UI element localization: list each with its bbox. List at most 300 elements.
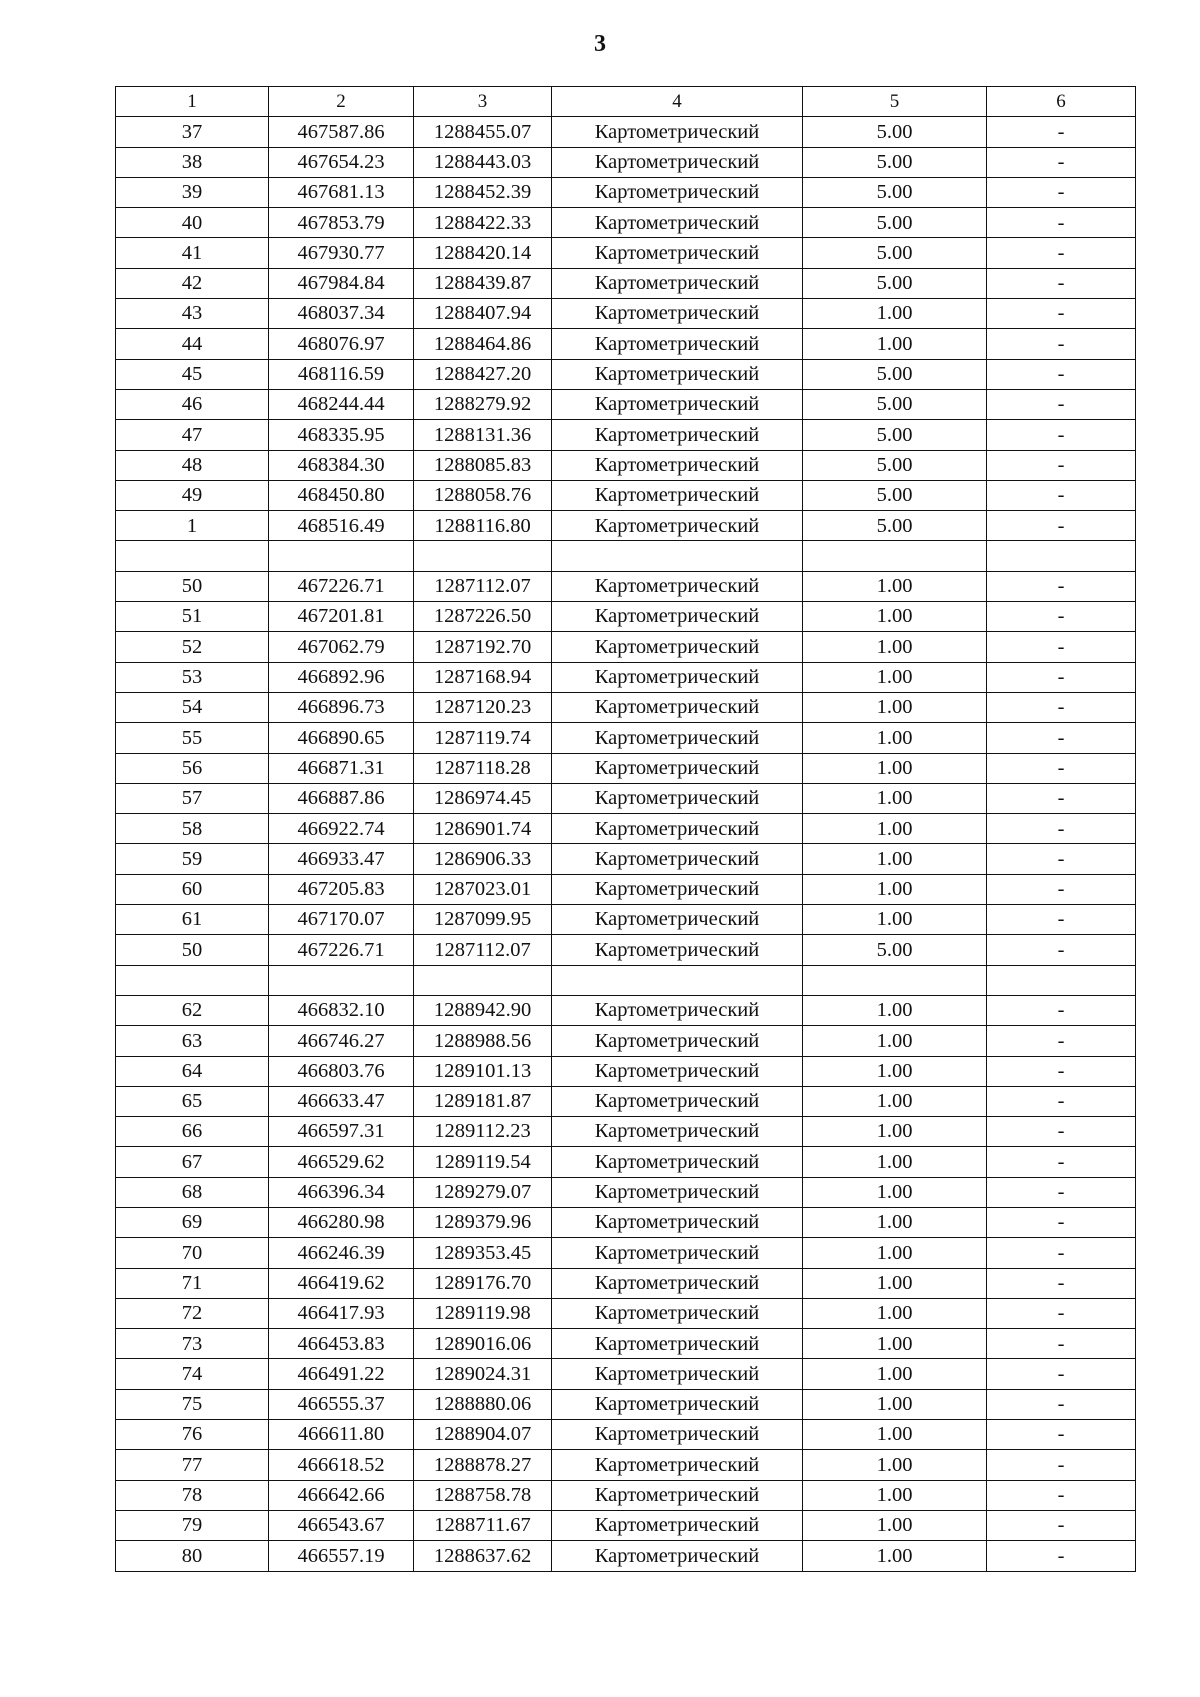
point-number-cell: 48 <box>116 450 269 480</box>
accuracy-cell: 1.00 <box>803 814 987 844</box>
table-row <box>116 299 1136 329</box>
point-number-cell: 41 <box>116 238 269 268</box>
method-cell: Картометрический <box>552 1359 803 1389</box>
accuracy-cell: 1.00 <box>803 329 987 359</box>
point-number-cell: 61 <box>116 905 269 935</box>
y-coordinate-cell: 1287112.07 <box>414 571 552 601</box>
table-row <box>116 1056 1136 1086</box>
column-header-6: 6 <box>987 87 1136 117</box>
accuracy-cell: 1.00 <box>803 1207 987 1237</box>
x-coordinate-cell: 467226.71 <box>269 571 414 601</box>
note-cell: - <box>987 602 1136 632</box>
method-cell: Картометрический <box>552 844 803 874</box>
table-row <box>116 1329 1136 1359</box>
y-coordinate-cell: 1288279.92 <box>414 389 552 419</box>
method-cell: Картометрический <box>552 602 803 632</box>
method-cell: Картометрический <box>552 874 803 904</box>
y-coordinate-cell: 1288452.39 <box>414 177 552 207</box>
accuracy-cell: 1.00 <box>803 602 987 632</box>
note-cell: - <box>987 1389 1136 1419</box>
y-coordinate-cell: 1288880.06 <box>414 1389 552 1419</box>
y-coordinate-cell: 1289119.98 <box>414 1298 552 1328</box>
accuracy-cell: 1.00 <box>803 1268 987 1298</box>
table-row <box>116 147 1136 177</box>
table-row <box>116 268 1136 298</box>
y-coordinate-cell: 1288988.56 <box>414 1026 552 1056</box>
table-header <box>116 87 1136 117</box>
accuracy-cell: 1.00 <box>803 1086 987 1116</box>
note-cell: - <box>987 571 1136 601</box>
point-number-cell <box>116 541 269 571</box>
method-cell: Картометрический <box>552 1329 803 1359</box>
point-number-cell: 58 <box>116 814 269 844</box>
point-number-cell: 80 <box>116 1541 269 1571</box>
y-coordinate-cell: 1289112.23 <box>414 1117 552 1147</box>
note-cell: - <box>987 511 1136 541</box>
note-cell: - <box>987 268 1136 298</box>
note-cell: - <box>987 1056 1136 1086</box>
x-coordinate-cell: 466555.37 <box>269 1389 414 1419</box>
point-number-cell: 1 <box>116 511 269 541</box>
y-coordinate-cell: 1288407.94 <box>414 299 552 329</box>
table-row <box>116 1420 1136 1450</box>
point-number-cell: 55 <box>116 723 269 753</box>
method-cell: Картометрический <box>552 662 803 692</box>
table-row <box>116 662 1136 692</box>
method-cell: Картометрический <box>552 1238 803 1268</box>
x-coordinate-cell: 466618.52 <box>269 1450 414 1480</box>
point-number-cell: 72 <box>116 1298 269 1328</box>
y-coordinate-cell: 1289181.87 <box>414 1086 552 1116</box>
note-cell: - <box>987 783 1136 813</box>
note-cell: - <box>987 450 1136 480</box>
note-cell: - <box>987 995 1136 1025</box>
point-number-cell: 47 <box>116 420 269 450</box>
point-number-cell: 65 <box>116 1086 269 1116</box>
note-cell: - <box>987 874 1136 904</box>
method-cell: Картометрический <box>552 814 803 844</box>
y-coordinate-cell: 1288711.67 <box>414 1510 552 1540</box>
table-row <box>116 874 1136 904</box>
table-row <box>116 814 1136 844</box>
method-cell: Картометрический <box>552 1086 803 1116</box>
x-coordinate-cell: 466832.10 <box>269 995 414 1025</box>
x-coordinate-cell: 468076.97 <box>269 329 414 359</box>
accuracy-cell: 1.00 <box>803 753 987 783</box>
y-coordinate-cell: 1288422.33 <box>414 208 552 238</box>
y-coordinate-cell: 1287168.94 <box>414 662 552 692</box>
x-coordinate-cell: 468116.59 <box>269 359 414 389</box>
x-coordinate-cell: 466642.66 <box>269 1480 414 1510</box>
accuracy-cell: 1.00 <box>803 1450 987 1480</box>
coordinates-table <box>115 86 1136 1572</box>
y-coordinate-cell: 1288443.03 <box>414 147 552 177</box>
point-number-cell: 71 <box>116 1268 269 1298</box>
x-coordinate-cell <box>269 965 414 995</box>
note-cell: - <box>987 1420 1136 1450</box>
x-coordinate-cell: 467853.79 <box>269 208 414 238</box>
accuracy-cell: 1.00 <box>803 571 987 601</box>
table-row <box>116 420 1136 450</box>
accuracy-cell: 5.00 <box>803 208 987 238</box>
x-coordinate-cell: 466597.31 <box>269 1117 414 1147</box>
table-row <box>116 1298 1136 1328</box>
x-coordinate-cell: 468037.34 <box>269 299 414 329</box>
note-cell: - <box>987 238 1136 268</box>
accuracy-cell: 1.00 <box>803 1389 987 1419</box>
method-cell: Картометрический <box>552 480 803 510</box>
method-cell: Картометрический <box>552 389 803 419</box>
x-coordinate-cell: 466453.83 <box>269 1329 414 1359</box>
point-number-cell: 59 <box>116 844 269 874</box>
accuracy-cell: 5.00 <box>803 238 987 268</box>
method-cell: Картометрический <box>552 238 803 268</box>
point-number-cell: 54 <box>116 692 269 722</box>
separator-row <box>116 965 1136 995</box>
point-number-cell: 76 <box>116 1420 269 1450</box>
y-coordinate-cell: 1287120.23 <box>414 692 552 722</box>
method-cell: Картометрический <box>552 1207 803 1237</box>
x-coordinate-cell: 468335.95 <box>269 420 414 450</box>
y-coordinate-cell: 1289176.70 <box>414 1268 552 1298</box>
table-row <box>116 480 1136 510</box>
x-coordinate-cell: 466543.67 <box>269 1510 414 1540</box>
note-cell: - <box>987 177 1136 207</box>
x-coordinate-cell: 467226.71 <box>269 935 414 965</box>
x-coordinate-cell: 467681.13 <box>269 177 414 207</box>
point-number-cell: 78 <box>116 1480 269 1510</box>
y-coordinate-cell: 1287119.74 <box>414 723 552 753</box>
x-coordinate-cell: 466396.34 <box>269 1177 414 1207</box>
method-cell: Картометрический <box>552 905 803 935</box>
note-cell: - <box>987 1450 1136 1480</box>
x-coordinate-cell: 468384.30 <box>269 450 414 480</box>
table-row <box>116 995 1136 1025</box>
method-cell: Картометрический <box>552 1147 803 1177</box>
method-cell: Картометрический <box>552 511 803 541</box>
x-coordinate-cell: 466417.93 <box>269 1298 414 1328</box>
point-number-cell: 50 <box>116 571 269 601</box>
note-cell: - <box>987 1147 1136 1177</box>
method-cell: Картометрический <box>552 1056 803 1086</box>
y-coordinate-cell: 1288942.90 <box>414 995 552 1025</box>
column-header-2: 2 <box>269 87 414 117</box>
accuracy-cell: 5.00 <box>803 511 987 541</box>
x-coordinate-cell: 466529.62 <box>269 1147 414 1177</box>
y-coordinate-cell: 1289016.06 <box>414 1329 552 1359</box>
table-row <box>116 753 1136 783</box>
accuracy-cell: 5.00 <box>803 389 987 419</box>
note-cell: - <box>987 1177 1136 1207</box>
table-row <box>116 389 1136 419</box>
x-coordinate-cell: 467205.83 <box>269 874 414 904</box>
x-coordinate-cell: 467654.23 <box>269 147 414 177</box>
point-number-cell: 37 <box>116 117 269 147</box>
accuracy-cell: 1.00 <box>803 844 987 874</box>
accuracy-cell: 1.00 <box>803 1238 987 1268</box>
method-cell: Картометрический <box>552 117 803 147</box>
accuracy-cell: 1.00 <box>803 299 987 329</box>
accuracy-cell: 1.00 <box>803 1329 987 1359</box>
method-cell: Картометрический <box>552 1420 803 1450</box>
page-number: 3 <box>594 31 606 57</box>
table-row <box>116 1238 1136 1268</box>
note-cell: - <box>987 1268 1136 1298</box>
x-coordinate-cell: 467930.77 <box>269 238 414 268</box>
point-number-cell: 38 <box>116 147 269 177</box>
table-row <box>116 1177 1136 1207</box>
x-coordinate-cell: 468244.44 <box>269 389 414 419</box>
table-row <box>116 238 1136 268</box>
table-row <box>116 602 1136 632</box>
point-number-cell: 73 <box>116 1329 269 1359</box>
point-number-cell: 69 <box>116 1207 269 1237</box>
y-coordinate-cell: 1288116.80 <box>414 511 552 541</box>
point-number-cell: 79 <box>116 1510 269 1540</box>
note-cell: - <box>987 1329 1136 1359</box>
x-coordinate-cell: 467201.81 <box>269 602 414 632</box>
table-row <box>116 935 1136 965</box>
y-coordinate-cell: 1289024.31 <box>414 1359 552 1389</box>
point-number-cell: 39 <box>116 177 269 207</box>
x-coordinate-cell: 468516.49 <box>269 511 414 541</box>
note-cell: - <box>987 389 1136 419</box>
method-cell: Картометрический <box>552 783 803 813</box>
y-coordinate-cell: 1288455.07 <box>414 117 552 147</box>
table-row <box>116 1117 1136 1147</box>
table-row <box>116 359 1136 389</box>
method-cell: Картометрический <box>552 450 803 480</box>
y-coordinate-cell: 1289101.13 <box>414 1056 552 1086</box>
table-row <box>116 844 1136 874</box>
x-coordinate-cell: 466803.76 <box>269 1056 414 1086</box>
point-number-cell: 75 <box>116 1389 269 1419</box>
accuracy-cell: 1.00 <box>803 905 987 935</box>
accuracy-cell: 5.00 <box>803 935 987 965</box>
y-coordinate-cell: 1286906.33 <box>414 844 552 874</box>
x-coordinate-cell: 466246.39 <box>269 1238 414 1268</box>
method-cell: Картометрический <box>552 1268 803 1298</box>
method-cell: Картометрический <box>552 1117 803 1147</box>
table-row <box>116 692 1136 722</box>
method-cell: Картометрический <box>552 753 803 783</box>
point-number-cell: 53 <box>116 662 269 692</box>
table-row <box>116 450 1136 480</box>
note-cell: - <box>987 1510 1136 1540</box>
y-coordinate-cell: 1289119.54 <box>414 1147 552 1177</box>
y-coordinate-cell: 1288131.36 <box>414 420 552 450</box>
method-cell: Картометрический <box>552 147 803 177</box>
column-header-1: 1 <box>116 87 269 117</box>
point-number-cell: 68 <box>116 1177 269 1207</box>
x-coordinate-cell: 467984.84 <box>269 268 414 298</box>
note-cell: - <box>987 723 1136 753</box>
x-coordinate-cell: 466280.98 <box>269 1207 414 1237</box>
y-coordinate-cell: 1288637.62 <box>414 1541 552 1571</box>
note-cell: - <box>987 632 1136 662</box>
point-number-cell: 77 <box>116 1450 269 1480</box>
table-row <box>116 905 1136 935</box>
note-cell: - <box>987 147 1136 177</box>
accuracy-cell: 1.00 <box>803 1541 987 1571</box>
method-cell <box>552 541 803 571</box>
y-coordinate-cell: 1286901.74 <box>414 814 552 844</box>
y-coordinate-cell: 1289353.45 <box>414 1238 552 1268</box>
accuracy-cell: 1.00 <box>803 1510 987 1540</box>
accuracy-cell: 1.00 <box>803 632 987 662</box>
point-number-cell: 49 <box>116 480 269 510</box>
x-coordinate-cell: 467170.07 <box>269 905 414 935</box>
accuracy-cell: 1.00 <box>803 1177 987 1207</box>
note-cell: - <box>987 1086 1136 1116</box>
table-row <box>116 208 1136 238</box>
method-cell: Картометрический <box>552 1026 803 1056</box>
note-cell: - <box>987 1359 1136 1389</box>
y-coordinate-cell: 1287192.70 <box>414 632 552 662</box>
note-cell: - <box>987 1117 1136 1147</box>
note-cell: - <box>987 844 1136 874</box>
note-cell: - <box>987 905 1136 935</box>
x-coordinate-cell: 466922.74 <box>269 814 414 844</box>
table-row <box>116 1207 1136 1237</box>
method-cell: Картометрический <box>552 420 803 450</box>
method-cell: Картометрический <box>552 299 803 329</box>
point-number-cell: 56 <box>116 753 269 783</box>
note-cell: - <box>987 480 1136 510</box>
accuracy-cell: 5.00 <box>803 359 987 389</box>
method-cell: Картометрический <box>552 177 803 207</box>
table-row <box>116 1480 1136 1510</box>
x-coordinate-cell: 468450.80 <box>269 480 414 510</box>
x-coordinate-cell: 466892.96 <box>269 662 414 692</box>
x-coordinate-cell <box>269 541 414 571</box>
point-number-cell: 45 <box>116 359 269 389</box>
note-cell: - <box>987 420 1136 450</box>
method-cell: Картометрический <box>552 571 803 601</box>
method-cell: Картометрический <box>552 268 803 298</box>
header-row <box>116 87 1136 117</box>
table-body <box>116 117 1136 1571</box>
accuracy-cell: 1.00 <box>803 1420 987 1450</box>
table-row <box>116 783 1136 813</box>
x-coordinate-cell: 466896.73 <box>269 692 414 722</box>
note-cell: - <box>987 1541 1136 1571</box>
table-row <box>116 1389 1136 1419</box>
point-number-cell: 46 <box>116 389 269 419</box>
column-header-4: 4 <box>552 87 803 117</box>
method-cell: Картометрический <box>552 1541 803 1571</box>
y-coordinate-cell: 1289279.07 <box>414 1177 552 1207</box>
accuracy-cell: 5.00 <box>803 117 987 147</box>
point-number-cell <box>116 965 269 995</box>
method-cell: Картометрический <box>552 632 803 662</box>
y-coordinate-cell: 1289379.96 <box>414 1207 552 1237</box>
method-cell: Картометрический <box>552 1298 803 1328</box>
point-number-cell: 40 <box>116 208 269 238</box>
x-coordinate-cell: 467062.79 <box>269 632 414 662</box>
note-cell: - <box>987 359 1136 389</box>
accuracy-cell: 1.00 <box>803 662 987 692</box>
point-number-cell: 60 <box>116 874 269 904</box>
table-row <box>116 632 1136 662</box>
y-coordinate-cell: 1286974.45 <box>414 783 552 813</box>
table-row <box>116 1510 1136 1540</box>
y-coordinate-cell: 1288878.27 <box>414 1450 552 1480</box>
accuracy-cell <box>803 965 987 995</box>
point-number-cell: 74 <box>116 1359 269 1389</box>
method-cell: Картометрический <box>552 329 803 359</box>
table-row <box>116 329 1136 359</box>
y-coordinate-cell <box>414 541 552 571</box>
y-coordinate-cell: 1287112.07 <box>414 935 552 965</box>
point-number-cell: 52 <box>116 632 269 662</box>
note-cell: - <box>987 692 1136 722</box>
column-header-5: 5 <box>803 87 987 117</box>
y-coordinate-cell: 1288420.14 <box>414 238 552 268</box>
note-cell: - <box>987 1207 1136 1237</box>
point-number-cell: 64 <box>116 1056 269 1086</box>
point-number-cell: 57 <box>116 783 269 813</box>
note-cell <box>987 541 1136 571</box>
column-header-3: 3 <box>414 87 552 117</box>
y-coordinate-cell: 1287118.28 <box>414 753 552 783</box>
y-coordinate-cell: 1288427.20 <box>414 359 552 389</box>
x-coordinate-cell: 466557.19 <box>269 1541 414 1571</box>
method-cell: Картометрический <box>552 995 803 1025</box>
note-cell: - <box>987 662 1136 692</box>
method-cell: Картометрический <box>552 359 803 389</box>
method-cell: Картометрический <box>552 208 803 238</box>
table-row <box>116 571 1136 601</box>
x-coordinate-cell: 466419.62 <box>269 1268 414 1298</box>
x-coordinate-cell: 466633.47 <box>269 1086 414 1116</box>
separator-row <box>116 541 1136 571</box>
accuracy-cell: 1.00 <box>803 1056 987 1086</box>
y-coordinate-cell: 1287099.95 <box>414 905 552 935</box>
note-cell: - <box>987 1480 1136 1510</box>
accuracy-cell: 1.00 <box>803 995 987 1025</box>
table-row <box>116 1541 1136 1571</box>
accuracy-cell: 1.00 <box>803 874 987 904</box>
y-coordinate-cell: 1287226.50 <box>414 602 552 632</box>
note-cell <box>987 965 1136 995</box>
accuracy-cell <box>803 541 987 571</box>
y-coordinate-cell: 1287023.01 <box>414 874 552 904</box>
accuracy-cell: 5.00 <box>803 450 987 480</box>
accuracy-cell: 1.00 <box>803 1480 987 1510</box>
x-coordinate-cell: 466746.27 <box>269 1026 414 1056</box>
table-row <box>116 511 1136 541</box>
accuracy-cell: 1.00 <box>803 783 987 813</box>
point-number-cell: 51 <box>116 602 269 632</box>
x-coordinate-cell: 466933.47 <box>269 844 414 874</box>
table-row <box>116 1086 1136 1116</box>
y-coordinate-cell: 1288058.76 <box>414 480 552 510</box>
method-cell: Картометрический <box>552 692 803 722</box>
y-coordinate-cell: 1288904.07 <box>414 1420 552 1450</box>
point-number-cell: 44 <box>116 329 269 359</box>
accuracy-cell: 1.00 <box>803 1147 987 1177</box>
point-number-cell: 62 <box>116 995 269 1025</box>
x-coordinate-cell: 466491.22 <box>269 1359 414 1389</box>
point-number-cell: 67 <box>116 1147 269 1177</box>
table-row <box>116 117 1136 147</box>
x-coordinate-cell: 466871.31 <box>269 753 414 783</box>
note-cell: - <box>987 814 1136 844</box>
point-number-cell: 63 <box>116 1026 269 1056</box>
method-cell: Картометрический <box>552 1177 803 1207</box>
table-row <box>116 723 1136 753</box>
